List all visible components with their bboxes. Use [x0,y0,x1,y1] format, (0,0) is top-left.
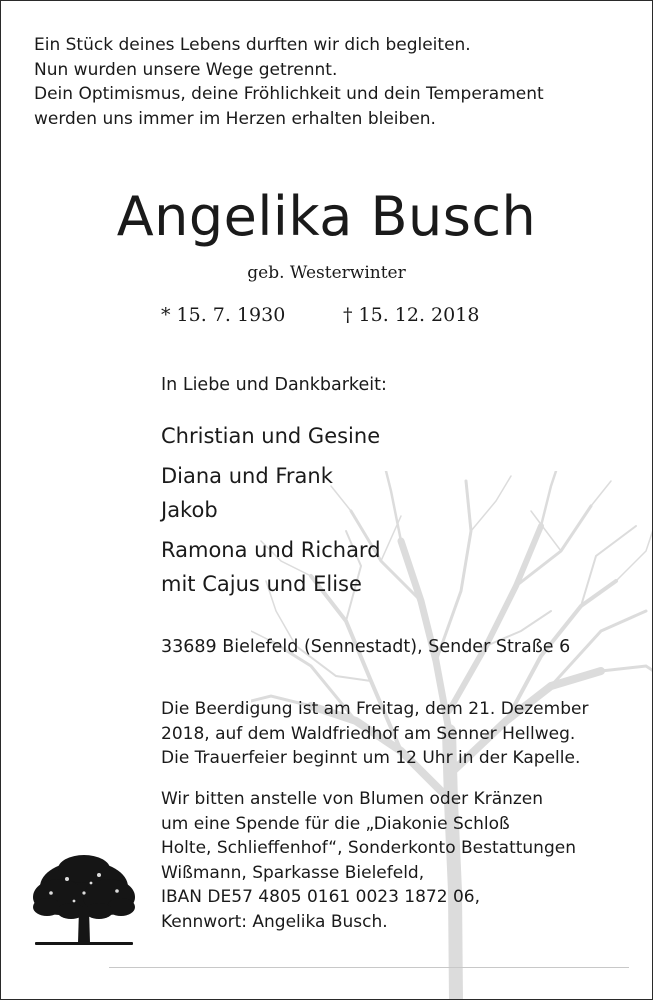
donation-line: Wißmann, Sparkasse Bielefeld, [161,862,425,883]
donation-line: Holte, Schlieffenhof“, Sonderkonto Bestattungen [161,838,576,858]
bottom-divider [109,967,629,968]
poem [34,33,544,131]
funeral-notice [161,697,588,771]
mourner-line: Jakob [161,498,218,522]
mourners-group-2 [161,459,333,527]
maiden-name: geb. Westerwinter [247,263,406,283]
poem-line: Nun wurden unsere Wege getrennt. [34,59,338,80]
funeral-line: Die Trauerfeier beginnt um 12 Uhr in der Kapelle. [161,748,581,768]
family-address: 33689 Bielefeld (Sennestadt), Sender Straße 6 [161,637,571,657]
mourners-group-1 [161,419,380,453]
deceased-name: Angelika Busch [116,185,537,248]
poem-line: Dein Optimismus, deine Fröhlichkeit und dein Temperament [34,84,544,104]
funeral-line: 2018, auf dem Waldfriedhof am Senner Hellweg. [161,723,576,744]
donation-request [161,787,576,934]
death-date: † 15. 12. 2018 [343,304,480,326]
tree-icon [29,853,139,949]
mourners-group-3 [161,533,381,601]
mourners-intro: In Liebe und Dankbarkeit: [161,375,387,395]
funeral-line: Die Beerdigung ist am Freitag, dem 21. Dezember [161,699,589,719]
mourner-line: Ramona und Richard [161,538,381,562]
birth-date: * 15. 7. 1930 [161,304,286,326]
donation-line: Wir bitten anstelle von Blumen oder Kränzen [161,789,544,809]
poem-line: Ein Stück deines Lebens durften wir dich begleiten. [34,35,471,55]
mourner-line: mit Cajus und Elise [161,572,362,596]
mourner-line: Christian und Gesine [161,424,381,448]
donation-line: Kennwort: Angelika Busch. [161,911,388,932]
poem-line: werden uns immer im Herzen erhalten bleiben. [34,108,436,129]
donation-line: IBAN DE57 4805 0161 0023 1872 06, [161,887,480,907]
donation-line: um eine Spende für die „Diakonie Schloß [161,813,510,834]
mourner-line: Diana und Frank [161,464,333,488]
